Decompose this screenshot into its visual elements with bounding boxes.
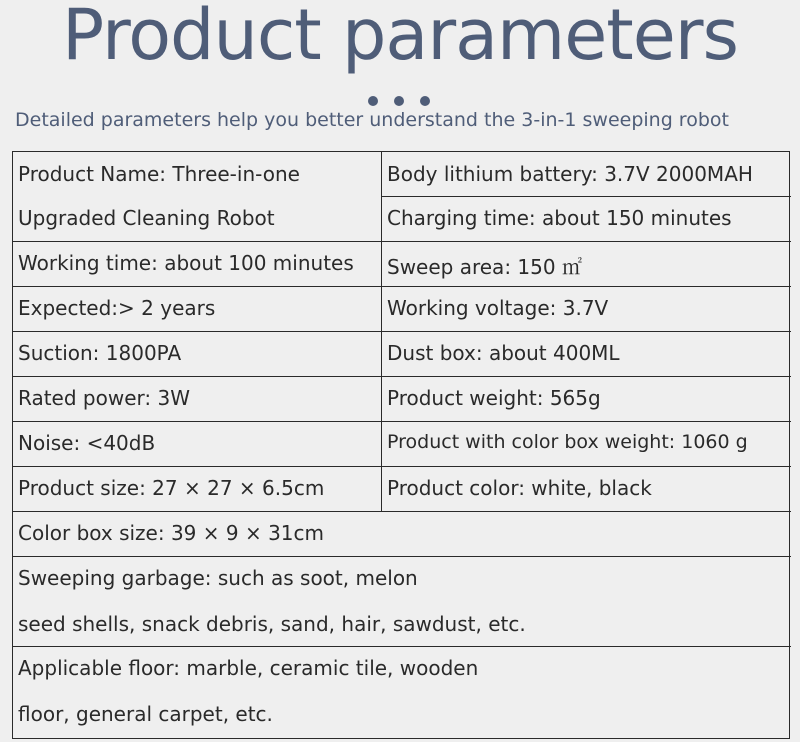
cell-working-time <box>13 241 381 286</box>
suction-text: Suction: 1800PA <box>18 341 182 365</box>
dot-icon <box>420 96 430 106</box>
applicable-floor-line2: floor, general carpet, etc. <box>18 702 273 726</box>
working-time-text: Working time: about 100 minutes <box>18 251 354 275</box>
working-voltage-text: Working voltage: 3.7V <box>387 296 609 320</box>
page-title: Product parameters <box>61 0 739 76</box>
sweeping-garbage-line1: Sweeping garbage: such as soot, melon <box>18 566 418 590</box>
parameters-table <box>12 151 790 739</box>
cell-suction <box>13 331 381 376</box>
cell-expected <box>13 286 381 331</box>
cell-product-size <box>13 466 381 511</box>
cell-applicable-floor <box>13 646 791 738</box>
cell-product-name <box>13 152 381 241</box>
cell-color-box-size <box>13 511 791 556</box>
sweeping-garbage-line2: seed shells, snack debris, sand, hair, sawdust, etc. <box>18 612 526 636</box>
expected-text: Expected:> 2 years <box>18 296 216 320</box>
cell-rated-power <box>13 376 381 421</box>
dot-icon <box>394 96 404 106</box>
cell-battery <box>382 152 791 196</box>
noise-text: Noise: <40dB <box>18 431 156 455</box>
dot-icon <box>368 96 378 106</box>
cell-product-color <box>382 466 791 511</box>
applicable-floor-line1: Applicable floor: marble, ceramic tile, wooden <box>18 656 479 680</box>
product-name-line1: Product Name: Three-in-one <box>18 162 300 186</box>
cell-box-weight <box>382 421 791 466</box>
sweep-area-text: Sweep area: 150 ㎡ <box>387 255 582 279</box>
cell-product-weight <box>382 376 791 421</box>
cell-sweeping-garbage <box>13 556 791 646</box>
product-name-line2: Upgraded Cleaning Robot <box>18 206 275 230</box>
charging-time-text: Charging time: about 150 minutes <box>387 206 732 230</box>
box-weight-text: Product with color box weight: 1060 g <box>387 431 748 453</box>
product-color-text: Product color: white, black <box>387 476 652 500</box>
color-box-size-text: Color box size: 39 × 9 × 31cm <box>18 521 325 545</box>
battery-text: Body lithium battery: 3.7V 2000MAH <box>387 162 753 186</box>
cell-working-voltage <box>382 286 791 331</box>
cell-dust-box <box>382 331 791 376</box>
cell-sweep-area <box>382 241 791 286</box>
rated-power-text: Rated power: 3W <box>18 386 190 410</box>
product-size-text: Product size: 27 × 27 × 6.5cm <box>18 476 325 500</box>
product-weight-text: Product weight: 565g <box>387 386 601 410</box>
dust-box-text: Dust box: about 400ML <box>387 341 620 365</box>
cell-charging-time <box>382 196 791 241</box>
cell-noise <box>13 421 381 466</box>
page-subtitle: Detailed parameters help you better understand the 3-in-1 sweeping robot <box>15 109 729 131</box>
